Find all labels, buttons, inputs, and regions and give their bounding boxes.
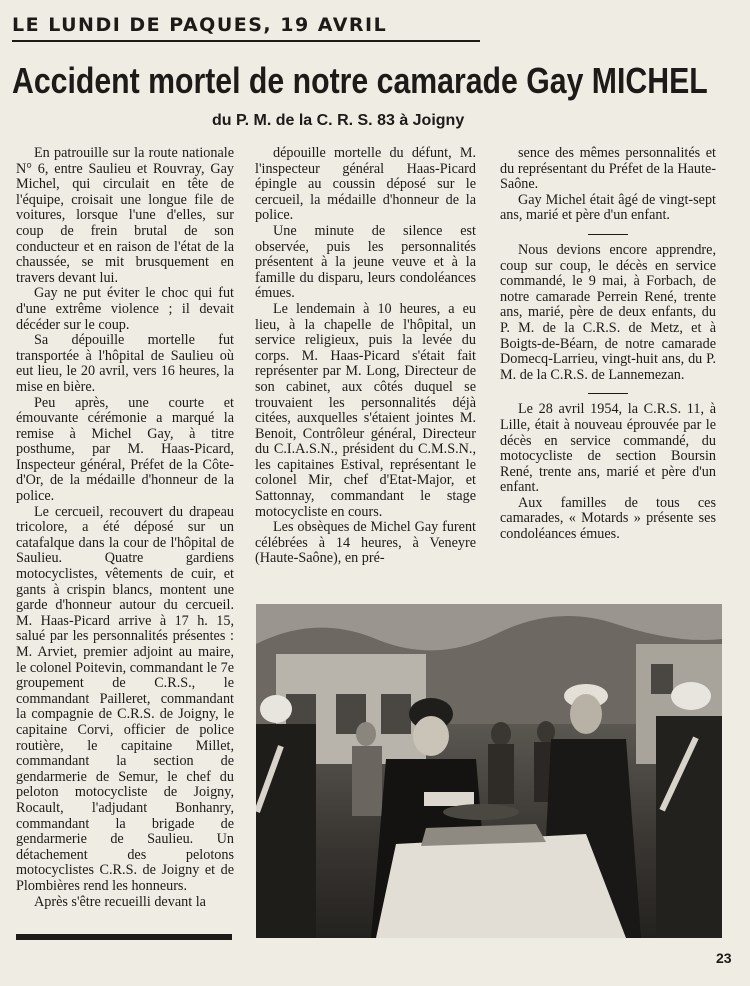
page-number: 23 (716, 950, 732, 966)
section-divider (588, 234, 628, 235)
paragraph: sence des mêmes personnalités et du représentant du Préfet de la Haute-Saône. (500, 145, 716, 193)
column-rule (16, 934, 232, 940)
paragraph: dépouille mortelle du défunt, M. l'inspecteur général Haas-Picard épingle au coussin déposé sur le cercueil, la médaille d'honneur de la police. (255, 145, 476, 224)
paragraph: En patrouille sur la route nationale N° 6, entre Saulieu et Rouvray, Gay Michel, qui circulait en tête de l'équipe, croisait une longue file de voitures, lorsque l'une d'elles, sur coup de frein brutal de son conducteur et en raison de l'état de la chaussée, se mit brusquement en travers devant lui. (16, 145, 234, 286)
paragraph: Une minute de silence est observée, puis les personnalités présentent à la jeune veuve et à la famille du disparu, leurs condoléances émues. (255, 222, 476, 302)
section-header: LE LUNDI DE PAQUES, 19 AVRIL (12, 14, 480, 42)
article-column-1 (16, 146, 234, 910)
paragraph: Les obsèques de Michel Gay furent célébrées à 14 heures, à Veneyre (Haute-Saône), en pré- (255, 519, 476, 567)
paragraph: Sa dépouille mortelle fut transportée à l'hôpital de Saulieu où eut lieu, le 20 avril, vers 16 heures, la mise en bière. (16, 332, 234, 395)
paragraph: Le 28 avril 1954, la C.R.S. 11, à Lille, était à nouveau éprouvée par le décès en service commandé, du motocycliste de section Boursin René, trente ans, marié et père d'un enfant. (500, 401, 716, 496)
article-headline: Accident mortel de notre camarade Gay MICHEL (12, 60, 708, 101)
paragraph: Après s'être recueilli devant la (34, 893, 206, 910)
article-column-2 (255, 146, 476, 567)
ceremony-photo (256, 604, 722, 938)
paragraph: Le cercueil, recouvert du drapeau tricolore, a été déposé sur un catafalque dans la cour de l'hôpital de Saulieu. Quatre gardiens motocyclistes, vêtements de cuir, et gants à crispin blancs, montent une garde d'honneur autour du cercueil. M. Haas-Picard arrive à 17 h. 15, salué par les personnalités présentes : M. Arviet, premier adjoint au maire, le colonel Poitevin, commandant le 7e groupement de C.R.S., le commandant Pailleret, commandant la compagnie de C.R.S. de Joigny, le capitaine Corvi, officier de police routière, le capitaine Millet, commandant la section de gendarmerie de Semur, le chef du peloton motocycliste de Joigny, Rocault, l'adjudant Bonhanry, commandant la brigade de gendarmerie de Saulieu. Un détachement des pelotons motocyclistes C.R.S. de Joigny et de Plombières rend les honneurs. (16, 503, 234, 894)
paragraph: Nous devions encore apprendre, coup sur coup, le décès en service commandé, le 9 mai, à Forbach, de notre camarade Perrein René, trente ans, marié, père de deux enfants, du P. M. de la C.R.S. de Metz, et à Boigts-de-Béarn, de notre camarade Domecq-Larrieu, vingt-huit ans, du P. M. de la C.R.S. de Lannemezan. (500, 241, 716, 383)
paragraph: Gay ne put éviter le choc qui fut d'une extrême violence ; il devait décéder sur le coup. (16, 285, 234, 333)
paragraph: Aux familles de tous ces camarades, « Motards » présente ses condoléances émues. (500, 494, 716, 543)
section-divider (588, 393, 628, 394)
paragraph: Le lendemain à 10 heures, a eu lieu, à la chapelle de l'hôpital, un service religieux, puis la levée du corps. M. Haas-Picard s'était fait représenter par M. Long, Directeur de son cabinet, aux côtés duquel se trouvaient les personnalités déjà citées, auxquelles s'étaient jointes M. Benoit, Contrôleur général, Directeur du C.I.A.S.N., président du C.M.S.N., les capitaines Estival, représentant le colonel Mir, chef d'Etat-Major, et Sattonnay, commandant le stage motocycliste en cours. (255, 300, 476, 520)
article-column-3 (500, 146, 716, 543)
paragraph: Peu après, une courte et émouvante cérémonie a marqué la remise à Michel Gay, à titre posthume, par M. Haas-Picard, Inspecteur général, Préfet de la Côte-d'Or, de la médaille d'honneur de la police. (16, 394, 234, 505)
article-subtitle: du P. M. de la C. R. S. 83 à Joigny (212, 112, 465, 129)
paragraph: Gay Michel était âgé de vingt-sept ans, marié et père d'un enfant. (500, 191, 716, 224)
